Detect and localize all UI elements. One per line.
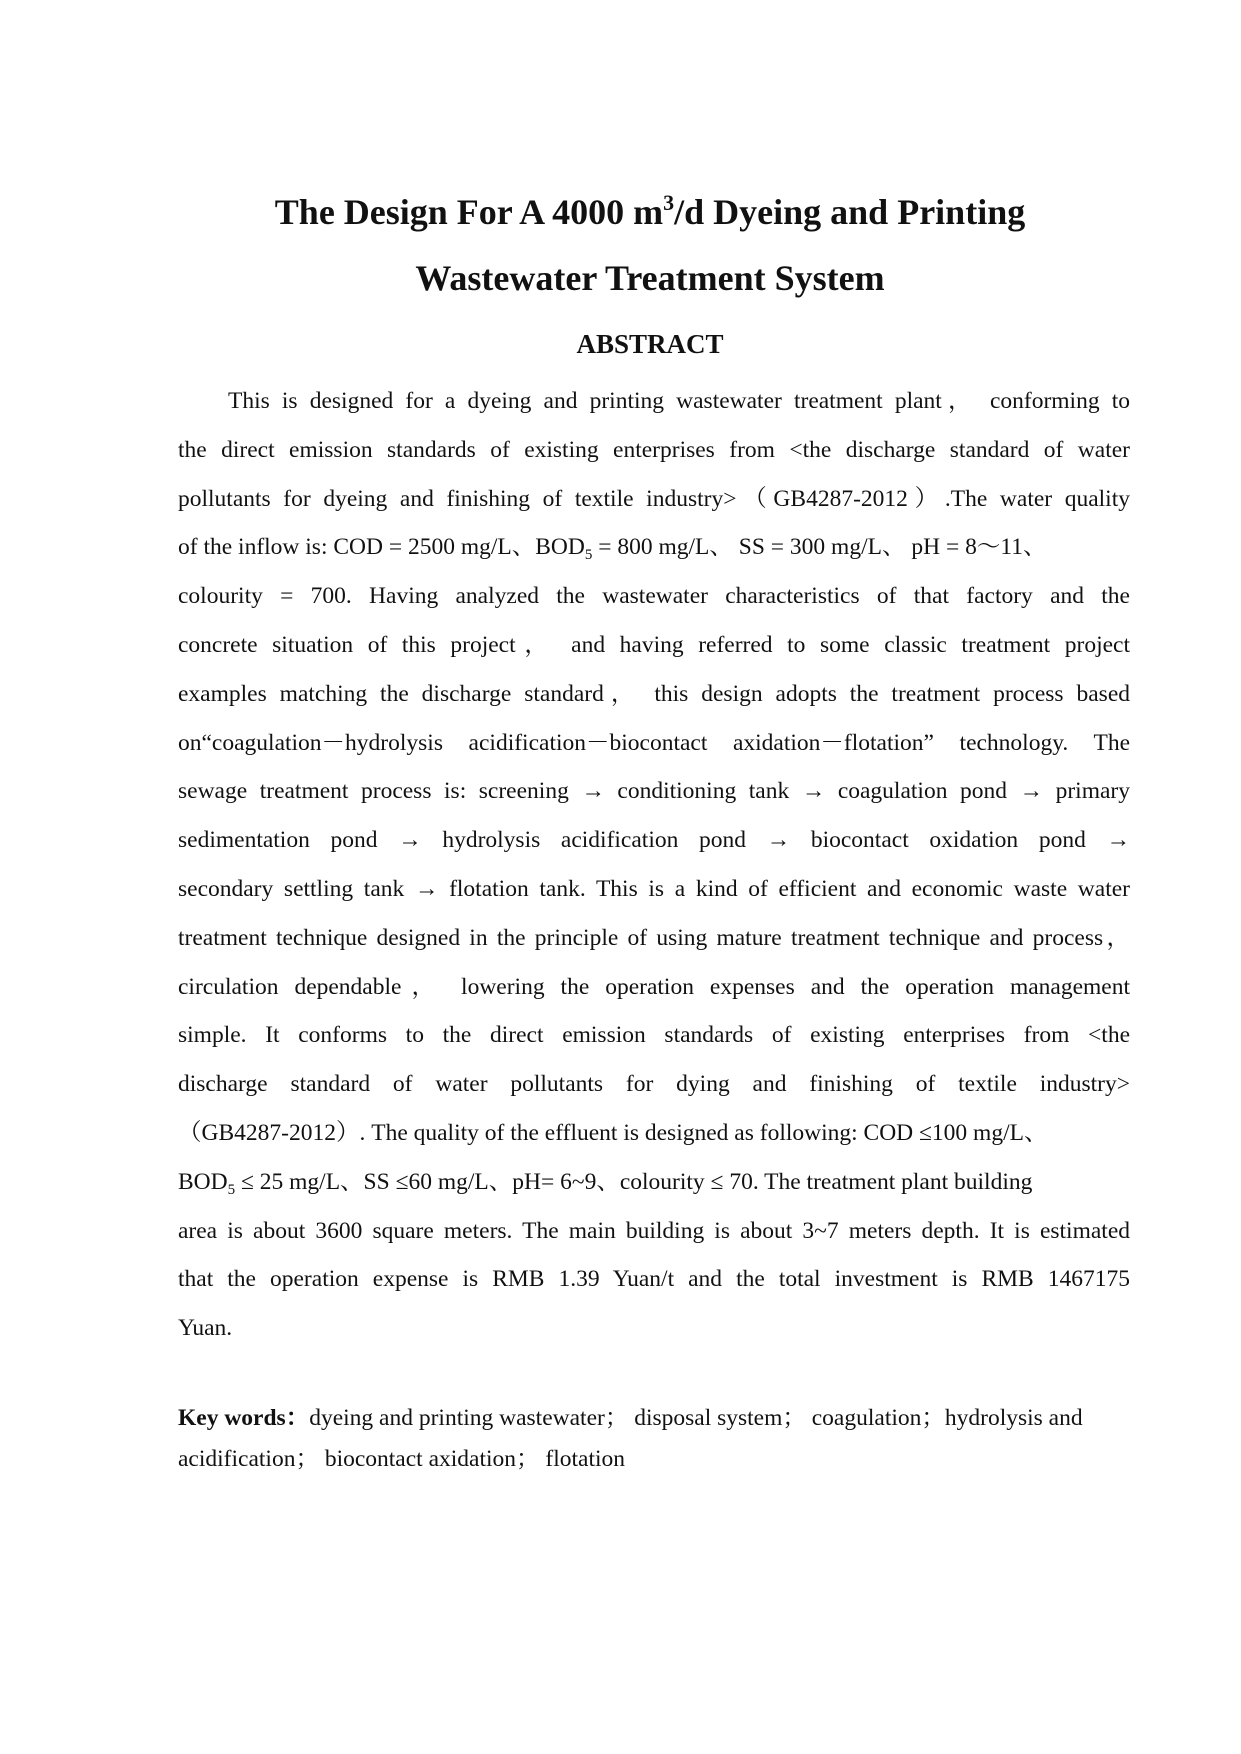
abstract-line: the direct emission standards of existing enterprises from <the discharge standard of water: [178, 436, 1130, 463]
abstract-line: colourity = 700. Having analyzed the wastewater characteristics of that factory and the: [178, 583, 1130, 610]
keywords-line-1: [178, 1398, 1158, 1439]
line-text: of the inflow is: COD = 2500 mg/L、BOD: [178, 534, 585, 561]
abstract-line: sedimentation pond → hydrolysis acidification pond → biocontact oxidation pond →: [178, 827, 1130, 854]
abstract-line: that the operation expense is RMB 1.39 Yuan/t and the total investment is RMB 1467175: [178, 1266, 1130, 1293]
title-superscript: 3: [663, 190, 675, 215]
bod-subscript: 5: [227, 1181, 236, 1198]
abstract-line: circulation dependable， lowering the operation expenses and the operation management: [178, 973, 1130, 1000]
abstract-line: on“coagulation－hydrolysis acidification－biocontact axidation－flotation” technology. The: [178, 729, 1130, 756]
line-text: BOD: [178, 1168, 228, 1195]
keywords-block: [178, 1398, 1158, 1480]
keywords-label: Key words：: [178, 1405, 310, 1431]
title-text-pre: The Design For A 4000 m: [274, 192, 664, 232]
document-title-line-2: Wastewater Treatment System: [415, 258, 885, 298]
abstract-line: area is about 3600 square meters. The main building is about 3~7 meters depth. It is estimated: [178, 1217, 1130, 1244]
abstract-line: concrete situation of this project， and having referred to some classic treatment project: [178, 631, 1130, 658]
abstract-body: [178, 377, 1130, 1353]
line-text: ≤ 25 mg/L、SS ≤60 mg/L、pH= 6~9、colourity ≤ 70. The treatment plant building: [235, 1168, 1033, 1195]
bod-subscript: 5: [584, 547, 593, 564]
document-title-line-1: [150, 190, 1150, 234]
line-text: = 800 mg/L、 SS = 300 mg/L、 pH = 8～11、: [592, 534, 1047, 561]
title-text-post: /d Dyeing and Printing: [674, 192, 1026, 232]
abstract-line: This is designed for a dyeing and printing wastewater treatment plant， conforming to: [228, 388, 1130, 414]
abstract-line: sewage treatment process is: screening → conditioning tank → coagulation pond → primary: [178, 778, 1130, 805]
abstract-line: （GB4287-2012）. The quality of the effluent is designed as following: COD ≤100 mg/L、: [178, 1119, 1048, 1146]
abstract-line: secondary settling tank → flotation tank. This is a kind of efficient and economic waste water: [178, 875, 1130, 902]
abstract-line: pollutants for dyeing and finishing of textile industry>（GB4287-2012）.The water quality: [178, 485, 1130, 512]
abstract-line: discharge standard of water pollutants for dying and finishing of textile industry>: [178, 1071, 1130, 1098]
keywords-line-2: acidification； biocontact axidation； flotation: [178, 1446, 626, 1472]
keywords-text: dyeing and printing wastewater； disposal system； coagulation；hydrolysis and: [309, 1405, 1083, 1431]
abstract-line: simple. It conforms to the direct emission standards of existing enterprises from <the: [178, 1022, 1130, 1049]
abstract-line: [178, 523, 1130, 572]
abstract-heading: ABSTRACT: [576, 329, 724, 359]
abstract-line: Yuan.: [178, 1315, 233, 1342]
abstract-line: examples matching the discharge standard， this design adopts the treatment process based: [178, 680, 1130, 707]
abstract-line: treatment technique designed in the principle of using mature treatment technique and process，: [178, 924, 1130, 951]
abstract-line: [178, 1158, 1130, 1207]
